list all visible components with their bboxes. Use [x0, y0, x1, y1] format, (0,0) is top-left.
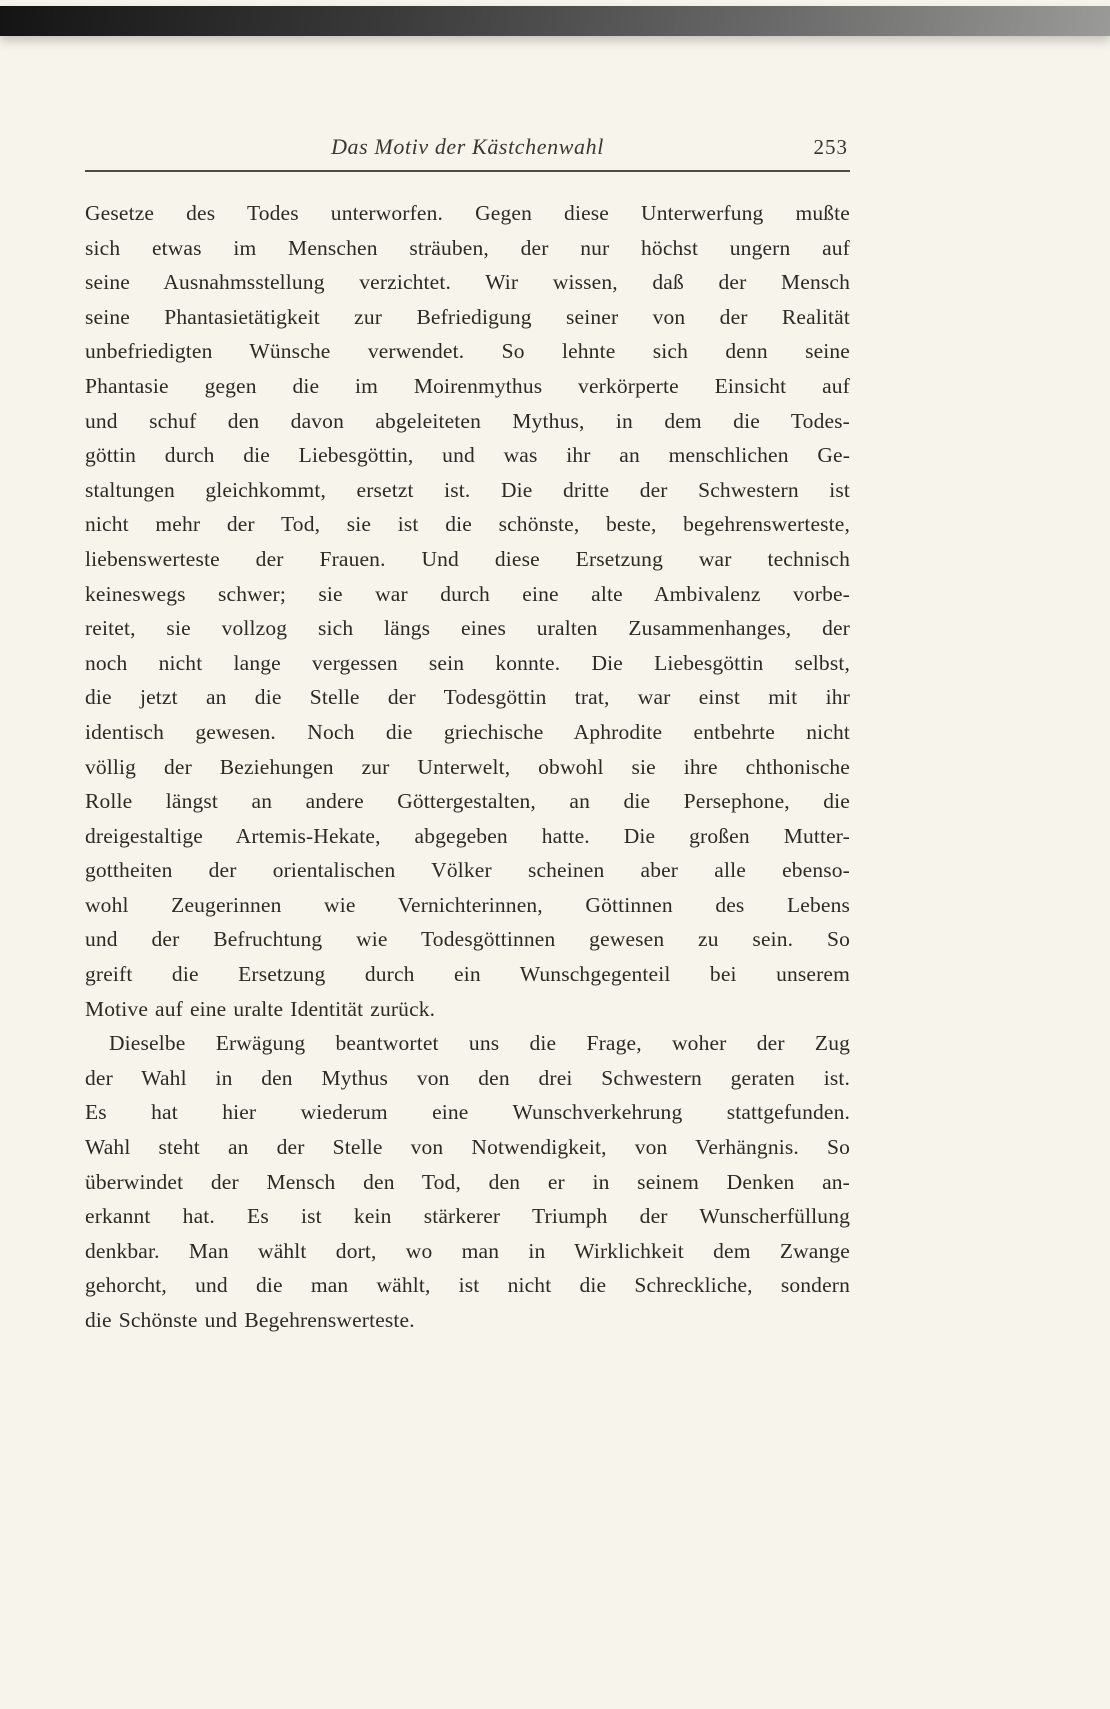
- text-line: Phantasie gegen die im Moirenmythus verkörperte Einsicht auf: [85, 373, 850, 398]
- text-line: gottheiten der orientalischen Völker scheinen aber alle ebenso-: [85, 858, 850, 883]
- text-line: seine Ausnahmsstellung verzichtet. Wir wissen, daß der Mensch: [85, 270, 850, 295]
- text-line: die jetzt an die Stelle der Todesgöttin trat, war einst mit ihr: [85, 685, 850, 710]
- page-header: [85, 134, 850, 166]
- text-line: noch nicht lange vergessen sein konnte. Die Liebesgöttin selbst,: [85, 650, 850, 675]
- text-line: identisch gewesen. Noch die griechische Aphrodite entbehrte nicht: [85, 719, 850, 744]
- text-block: [85, 196, 850, 1338]
- text-line: reitet, sie vollzog sich längs eines uralten Zusammenhanges, der: [85, 616, 850, 641]
- text-line: und der Befruchtung wie Todesgöttinnen gewesen zu sein. So: [85, 927, 850, 952]
- text-line: überwindet der Mensch den Tod, den er in seinem Denken an-: [85, 1169, 850, 1194]
- text-line: keineswegs schwer; sie war durch eine alte Ambivalenz vorbe-: [85, 581, 850, 606]
- text-line: gehorcht, und die man wählt, ist nicht die Schreckliche, sondern: [85, 1273, 850, 1298]
- text-line: unbefriedigten Wünsche verwendet. So lehnte sich denn seine: [85, 339, 850, 364]
- text-line: staltungen gleichkommt, ersetzt ist. Die dritte der Schwestern ist: [85, 477, 850, 502]
- text-line: und schuf den davon abgeleiteten Mythus, in dem die Todes-: [85, 408, 850, 433]
- book-page: [85, 0, 850, 1338]
- page-number: 253: [813, 135, 848, 159]
- text-line: liebenswerteste der Frauen. Und diese Ersetzung war technisch: [85, 546, 850, 571]
- running-title: Das Motiv der Kästchenwahl: [331, 134, 604, 159]
- text-line: greift die Ersetzung durch ein Wunschgegenteil bei unserem: [85, 962, 850, 987]
- text-line: die Schönste und Begehrenswerteste.: [85, 1308, 415, 1332]
- text-line: nicht mehr der Tod, sie ist die schönste, beste, begehrenswerteste,: [85, 512, 850, 537]
- text-line: göttin durch die Liebesgöttin, und was ihr an menschlichen Ge-: [85, 443, 850, 468]
- text-line: Gesetze des Todes unterworfen. Gegen diese Unterwerfung mußte: [85, 201, 850, 225]
- paragraph: [85, 1026, 850, 1337]
- text-line: Es hat hier wiederum eine Wunschverkehrung stattgefunden.: [85, 1100, 850, 1125]
- text-line: erkannt hat. Es ist kein stärkerer Triumph der Wunscherfüllung: [85, 1204, 850, 1229]
- text-line: Dieselbe Erwägung beantwortet uns die Frage, woher der Zug: [109, 1031, 850, 1056]
- text-line: Motive auf eine uralte Identität zurück.: [85, 996, 436, 1021]
- text-line: sich etwas im Menschen sträuben, der nur höchst ungern auf: [85, 235, 850, 260]
- text-line: denkbar. Man wählt dort, wo man in Wirklichkeit dem Zwange: [85, 1238, 850, 1263]
- text-line: seine Phantasietätigkeit zur Befriedigung seiner von der Realität: [85, 304, 850, 329]
- header-rule: [85, 170, 850, 172]
- text-line: dreigestaltige Artemis-Hekate, abgegeben hatte. Die großen Mutter-: [85, 823, 850, 848]
- paragraph: [85, 196, 850, 1026]
- text-line: völlig der Beziehungen zur Unterwelt, obwohl sie ihre chthonische: [85, 754, 850, 779]
- text-line: der Wahl in den Mythus von den drei Schwestern geraten ist.: [85, 1065, 850, 1090]
- text-line: Rolle längst an andere Göttergestalten, an die Persephone, die: [85, 789, 850, 814]
- text-line: Wahl steht an der Stelle von Notwendigkeit, von Verhängnis. So: [85, 1135, 850, 1160]
- text-line: wohl Zeugerinnen wie Vernichterinnen, Göttinnen des Lebens: [85, 892, 850, 917]
